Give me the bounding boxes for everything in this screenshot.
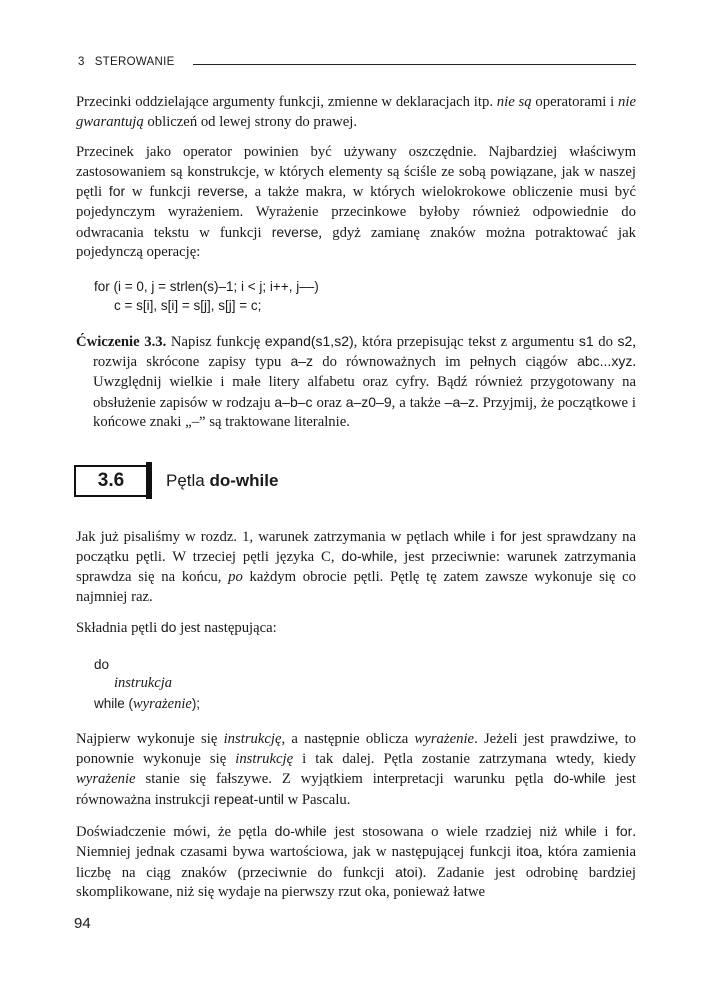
section-number: 3.6 [97,469,125,491]
page-number: 94 [74,915,91,932]
code-line: instrukcja [114,675,172,692]
section-number-box [74,465,146,497]
chapter-number: 3 [78,56,85,68]
paragraph-do-while-intro: Jak już pisaliśmy w rozdz. 1, warunek zatrzymania w pętlach while i for jest sprawdzany na początku pętli. W trzeciej pętli języka C, do-while, jest przeciwnie: warunek zatrzymania sprawdza się na końcu, po każdym obrocie pętli. Pętlę tę zatem zawsze wykonuje się co najmniej raz. [76,527,637,605]
code-line: while (wyrażenie); [94,695,201,712]
running-header [78,52,636,68]
section-title: Pętla do-while [166,470,279,490]
code-syntax-do-while [94,655,636,715]
code-line: for (i = 0, j = strlen(s)–1; i < j; i++, j––) [94,278,319,294]
paragraph-comma-operator: Przecinek jako operator powinien być używany oszczędnie. Najbardziej właściwym zastosowaniem są konstrukcje, w których elementy są ściśle ze sobą powiązane, jak w naszej pętli for w funkcji reverse, a także makra, w których wielokrokowe obliczenie musi być pojedynczym wyrażeniem. Wyrażenie przecinkowe byłoby również odpowiednie do odwracania tekstu w funkcji reverse, gdyż zamianę znaków można potraktować jak pojedynczą operację: [76,144,637,261]
code-line: c = s[i], s[i] = s[j], s[j] = c; [114,298,262,314]
code-line: do [94,656,110,672]
paragraph-experience: Doświadczenie mówi, że pętla do-while jest stosowana o wiele rzadziej niż while i for. Niemniej jednak czasami bywa wartościowa, jak w następującej funkcji itoa, która zamienia liczbę na ciąg znaków (przeciwnie do funkcji atoi). Zadanie jest odrobinę bardziej skomplikowane, niż się wydaje na pierwszy rzut oka, ponieważ łatwe [76,822,637,901]
chapter-title: STEROWANIE [94,56,175,68]
paragraph-commas: Przecinki oddzielające argumenty funkcji, zmienne w deklaracjach itp. nie są operatorami i nie gwarantują obliczeń od lewej strony do prawej. [76,94,636,130]
page-body [76,93,636,903]
exercise-3-3: Ćwiczenie 3.3. Napisz funkcję expand(s1,s2), która przepisując tekst z argumentu s1 do s2, rozwija skrócone zapisy typu a–z do równoważnych im pełnych ciągów abc...xyz. Uwzględnij wielkie i małe litery alfabetu oraz cyfry. Bądź również przygotowany na obsłużenie zapisów w rodzaju a–b–c oraz a–z0–9, a także –a–z. Przyjmij, że początkowe i końcowe znaki „–” są traktowane literalnie. [76,332,636,431]
section-heading [74,465,636,497]
paragraph-semantics: Najpierw wykonuje się instrukcję, a następnie oblicza wyrażenie. Jeżeli jest prawdziwe, to ponownie wykonuje się instrukcję i tak dalej. Pętla zostanie zatrzymana wtedy, kiedy wyrażenie stanie się fałszywe. Z wyjątkiem interpretacji warunku pętla do-while jest równoważna instrukcji repeat-until w Pascalu. [76,731,637,808]
exercise-label: Ćwiczenie 3.3. [76,333,167,350]
paragraph-syntax: Składnia pętli do jest następująca: [76,619,277,637]
code-example-reverse [94,277,636,316]
header-rule [193,64,636,65]
